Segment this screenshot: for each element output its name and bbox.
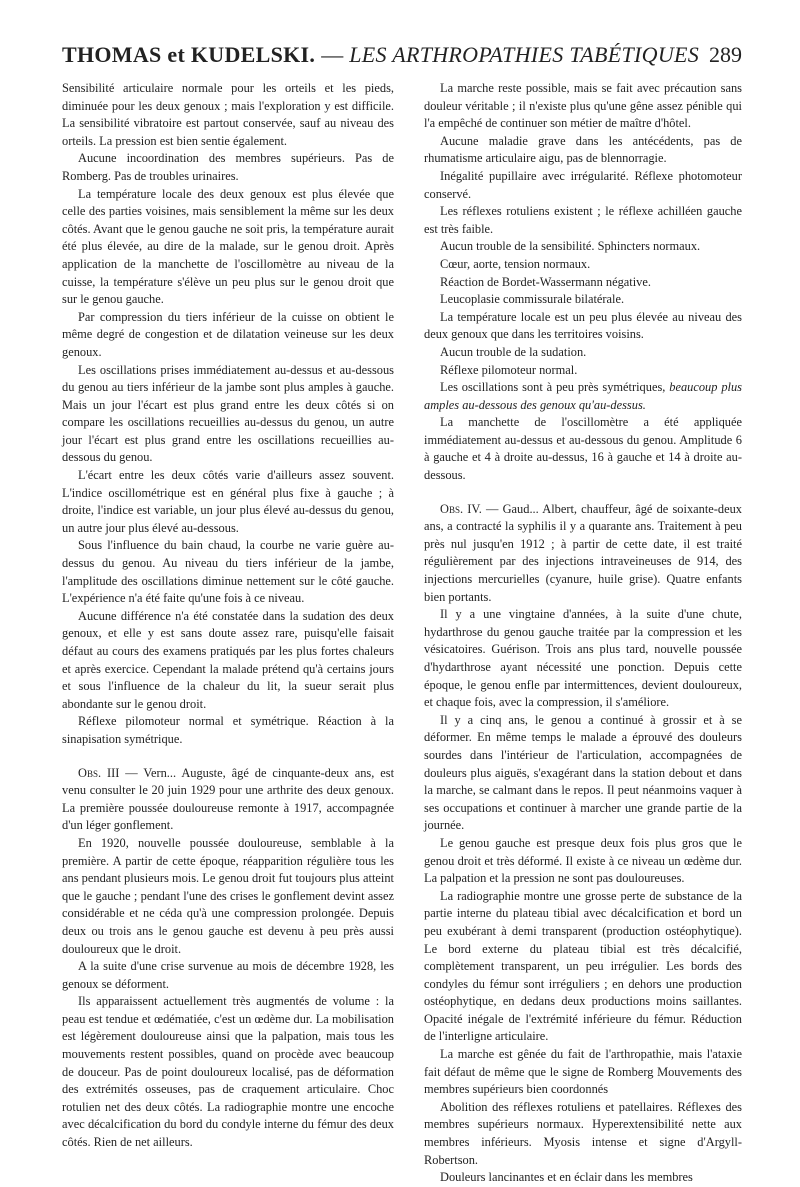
- left-column: [62, 80, 394, 1152]
- paragraph-text: Les oscillations sont à peu près symétriques,: [440, 380, 670, 395]
- paragraph: La température locale des deux genoux est plus élevée que celle des parties voisines, mais sensiblement la même sur les deux côtés. Avant que le genou gauche ne soit pris, la température aurait été plus élevée, au dire de la malade, sur le genou droit. Après application de la manchette de l'oscillomètre au niveau de la cuisse, la température s'élève un peu plus sur le genou droit que sur le genou gauche.: [62, 186, 394, 307]
- header-title: LES ARTHROPATHIES TABÉTIQUES: [349, 42, 700, 67]
- paragraph: Aucune incoordination des membres supérieurs. Pas de Romberg. Pas de troubles urinaires.: [62, 151, 394, 183]
- paragraph: La radiographie montre une grosse perte de substance de la partie interne du plateau tibial avec décalcification et bord un peu exubérant à demi transparent (production ostéophytique). Le bord externe du plateau tibial est très décalcifié, complètement transparent, un peu irrégulier. Les bords des condyles du fémur sont irréguliers ; en dehors une production ostéophytique, en dedans deux productions moins saillantes. Opacité inégale de l'extrémité inférieure du fémur. Réduction de l'interligne articulaire.: [424, 888, 742, 1044]
- paragraph: Aucune différence n'a été constatée dans la sudation des deux genoux, et elle y est sans doute assez rare, puisqu'elle faisait défaut au cours des examens pratiqués par les plus fortes chaleurs et après exercice. Cependant la malade prétend qu'à certains jours et sous l'influence de la chaleur du lit, la sueur serait plus abondante sur le genou droit.: [62, 608, 394, 711]
- paragraph: La marche reste possible, mais se fait avec précaution sans douleur véritable ; il n'existe plus qu'une gêne assez pénible qui l'a empêché de continuer son métier de maître d'hôtel.: [424, 81, 742, 131]
- running-header: [62, 42, 742, 76]
- paragraph: Sous l'influence du bain chaud, la courbe ne varie guère au-dessus du genou. Au niveau du tiers inférieur de la jambe, l'amplitude des oscillations diminue nettement sur le côté gauche. L'expérience n'a été faite qu'une fois à ce niveau.: [62, 538, 394, 606]
- paragraph: Aucun trouble de la sensibilité. Sphincters normaux.: [440, 239, 701, 254]
- paragraph: Cœur, aorte, tension normaux.: [440, 256, 591, 271]
- paragraph: Ils apparaissent actuellement très augmentés de volume : la peau est tendue et œdématiée, c'est un œdème dur. La mobilisation est légèrement douloureuse ainsi que la palpation, mais tous les mouvements restent possibles, quand on procède avec beaucoup de douceur. Pas de point douloureux localisé, pas de déformation des extrémités osseuses, pas de craquement articulaire. Choc rotulien net des deux côtés. La radiographie montre une encoche avec décalcification du bord du condyle interne du fémur des deux côtés. Rien de net ailleurs.: [62, 994, 394, 1150]
- paragraph: Par compression du tiers inférieur de la cuisse on obtient le même degré de congestion et de dilatation veineuse sur les deux genoux.: [62, 309, 394, 359]
- paragraph: A la suite d'une crise survenue au mois de décembre 1928, les genoux se déforment.: [62, 959, 394, 991]
- paragraph: Douleurs lancinantes et en éclair dans les membres: [440, 1170, 693, 1185]
- header-authors: THOMAS et KUDELSKI.: [62, 42, 316, 67]
- paragraph: Les oscillations prises immédiatement au-dessus et au-dessous du genou au tiers inférieur de la jambe sont plus amples à gauche. Mais un jour l'écart est plus grand entre les deux côtés si on compare les oscillations recueillies au-dessus du genou, un autre jour l'écart est plus grand entre les oscillations recueillies au-dessous du genou.: [62, 362, 394, 465]
- paragraph: Il y a cinq ans, le genou a continué à grossir et à se déformer. En même temps le malade a éprouvé des douleurs sourdes dans l'intérieur de l'articulation, accompagnées de douleurs plus aiguës, s'exagérant dans la station debout et dans la marche, se calmant dans le repos. Il peut néanmoins vaquer à ses occupations et continuer à marcher une grande partie de la journée.: [424, 712, 742, 833]
- paragraph: Il y a une vingtaine d'années, à la suite d'une chute, hydarthrose du genou gauche traitée par la compression et les vésicatoires. Guérison. Trois ans plus tard, nouvelle poussée d'hydarthrose ayant nécessité une ponction. Depuis cette époque, le genou enfle par intermittences, devient douloureux, et chaque fois, avec la compression, il s'améliore.: [424, 607, 742, 710]
- paragraph: Abolition des réflexes rotuliens et patellaires. Réflexes des membres supérieurs normaux. Hyperextensibilité nette aux membres inférieurs. Myosis intense et signe d'Argyll-Robertson.: [424, 1099, 742, 1167]
- italic-emphasis: beaucoup plus amples au-dessous des genoux qu'au-dessus.: [424, 380, 742, 412]
- paragraph: Aucun trouble de la sudation.: [440, 344, 587, 359]
- paragraph: La manchette de l'oscillomètre a été appliquée immédiatement au-dessus et au-dessous du genou. Amplitude 6 à gauche et 4 à droite au-dessus, 16 à gauche et 14 à droite au-dessous.: [424, 415, 742, 483]
- observation-heading-paragraph: [62, 765, 394, 835]
- observation-label: Obs. III: [78, 765, 120, 780]
- paragraph: Les réflexes rotuliens existent ; le réflexe achilléen gauche est très faible.: [424, 204, 742, 236]
- right-column: [424, 80, 742, 1187]
- paragraph: Le genou gauche est presque deux fois plus gros que le genou droit et très déformé. Il existe à ce niveau un œdème dur. La palpation et la pression ne sont pas douloureuses.: [424, 835, 742, 886]
- observation-label: Obs. IV.: [440, 501, 482, 516]
- paragraph: [424, 379, 742, 414]
- observation-heading-paragraph: [424, 501, 742, 607]
- paragraph: Réflexe pilomoteur normal et symétrique. Réaction à la sinapisation symétrique.: [62, 714, 394, 746]
- header-dash: —: [321, 42, 344, 67]
- paragraph: Réaction de Bordet-Wassermann négative.: [440, 274, 651, 289]
- paragraph: Inégalité pupillaire avec irrégularité. Réflexe photomoteur conservé.: [424, 168, 742, 201]
- paragraph: Aucune maladie grave dans les antécédents, pas de rhumatisme articulaire aigu, pas de blennorragie.: [424, 133, 742, 166]
- observation-text: — Gaud... Albert, chauffeur, âgé de soixante-deux ans, a contracté la syphilis il y a quarante ans. Traitement à peu près nul jusqu'en 1912 ; à partir de cette date, il est traité régulièrement par des injections intraveineuses de 914, des injections mercurielles (cyanure, huile grise). Quatre enfants bien portants.: [424, 501, 742, 604]
- paragraph: La marche est gênée du fait de l'arthropathie, mais l'ataxie fait défaut de même que le signe de Romberg Mouvements des membres supérieurs bien coordonnés: [424, 1047, 742, 1097]
- paragraph: Sensibilité articulaire normale pour les orteils et les pieds, diminuée pour les deux genoux ; mais l'exploration y est difficile. La sensibilité vibratoire est partout conservée, sauf au niveau des orteils. La pression est bien sentie également.: [62, 81, 394, 148]
- page-number: 289: [709, 42, 742, 67]
- observation-text: — Vern... Auguste, âgé de cinquante-deux ans, est venu consulter le 20 juin 1929 pour une arthrite des deux genoux. La première poussée douloureuse remonte à 1917, accompagnée d'un léger gonflement.: [62, 765, 395, 833]
- paragraph: Leucoplasie commissurale bilatérale.: [440, 292, 625, 307]
- paragraph: En 1920, nouvelle poussée douloureuse, semblable à la première. A partir de cette époque, réapparition régulière tous les ans pendant plusieurs mois. Le genou droit fut toujours plus atteint que le gauche ; pendant l'une des crises le gonflement devint assez considérable et ne céda qu'à une compression prolongée. Depuis deux ou trois ans le genou gauche est devenu à peu près aussi douloureux que le droit.: [62, 835, 394, 956]
- paragraph: La température locale est un peu plus élevée au niveau des deux genoux que dans les territoires voisins.: [424, 309, 742, 342]
- paragraph: Réflexe pilomoteur normal.: [440, 362, 578, 377]
- paragraph: L'écart entre les deux côtés varie d'ailleurs assez souvent. L'indice oscillométrique est en général plus fixe à gauche ; à droite, l'indice est variable, un jour plus élevé au-dessus du genou, un autre jour plus élevé au-dessous.: [62, 468, 394, 535]
